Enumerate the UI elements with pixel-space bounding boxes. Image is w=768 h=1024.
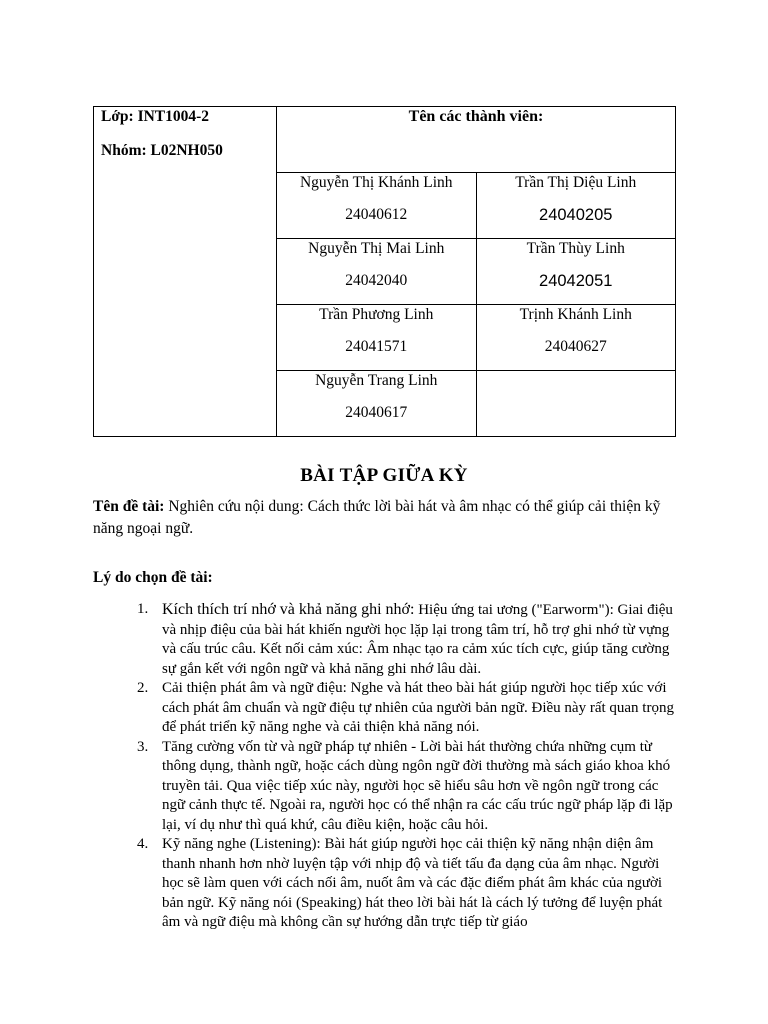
member-cell [277,239,477,305]
member-name: Nguyễn Thị Mai Linh [308,240,445,257]
members-header: Tên các thành viên: [408,108,544,125]
member-id: 24040612 [345,206,408,223]
member-cell [277,305,477,371]
member-name: Trần Thị Diệu Linh [515,174,637,191]
member-name: Nguyễn Trang Linh [315,372,438,389]
member-id: 24040205 [539,206,613,224]
class-group-cell [94,107,277,437]
member-name: Nguyễn Thị Khánh Linh [299,174,453,191]
member-id: 24042051 [539,272,613,290]
list-item [93,738,675,836]
list-item-text: Kỹ năng nghe (Listening): Bài hát giúp người học cải thiện kỹ năng nhận diện âm thanh nhanh hơn nhờ luyện tập với nhịp độ và tiết tấu đa dạng của âm nhạc. Người học sẽ làm quen với cách nối âm, nuốt âm và các đặc điểm phát âm khác của người bản ngữ. Kỹ năng nói (Speaking) hát theo lời bài hát là cách lý tưởng để luyện phát âm và ngữ điệu mà không cần sự hướng dẫn trực tiếp từ giáo [162,836,663,930]
member-cell [476,239,676,305]
reasons-heading: Lý do chọn đề tài: [93,569,213,586]
topic-paragraph [93,496,673,540]
members-header-cell [277,107,676,173]
member-name: Trần Thùy Linh [526,240,625,257]
list-item-number: 4. [137,836,149,852]
topic-label: Tên đề tài: [93,498,165,515]
member-name: Trần Phương Linh [319,306,434,323]
list-item-lead: Kích thích trí nhớ và khả năng ghi nhớ: [162,601,415,618]
reasons-list [93,600,675,933]
list-item [93,600,675,679]
empty-member-cell [476,371,676,437]
list-item-number: 1. [137,601,149,617]
list-item-text: Cải thiện phát âm và ngữ điệu: Nghe và hát theo bài hát giúp người học tiếp xúc với cách phát âm chuẩn và ngữ điệu tự nhiên của người bản ngữ. Điều này rất quan trọng để phát triển kỹ năng nghe và cải thiện khả năng nói. [162,680,674,735]
list-item-text: Hiệu ứng tai ương ("Earworm"): Giai điệu và nhịp điệu của bài hát khiến người học lặp lại trong tâm trí, hỗ trợ ghi nhớ từ vựng và cấu trúc câu. Kết nối cảm xúc: Âm nhạc tạo ra cảm xúc tích cực, giúp tăng cường sự gắn kết với ngôn ngữ và khả năng ghi nhớ lâu dài. [162,602,673,677]
list-item-number: 3. [137,738,149,755]
list-item-text: Tăng cường vốn từ và ngữ pháp tự nhiên - Lời bài hát thường chứa những cụm từ thông dụng, thành ngữ, hoặc cách dùng ngôn ngữ đời thường mà sách giáo khoa khó truyền tải. Qua việc tiếp xúc này, người học sẽ hiểu sâu hơn về ngôn ngữ trong các ngữ cảnh thực tế. Ngoài ra, người học có thể nhận ra các cấu trúc ngữ pháp lặp đi lặp lại, ví dụ như thì quá khứ, câu điều kiện, hoặc câu hỏi. [162,738,673,833]
member-cell [277,371,477,437]
member-id: 24040617 [345,404,408,421]
member-id: 24040627 [544,338,607,355]
member-cell [476,305,676,371]
member-info-table [93,106,676,437]
member-id: 24041571 [345,338,408,355]
group-label: Nhóm: L02NH050 [101,142,223,159]
page-title: BÀI TẬP GIỮA KỲ [300,465,468,486]
list-item [93,679,675,738]
list-item-number: 2. [137,680,149,696]
member-id: 24042040 [345,272,408,289]
member-cell [476,173,676,239]
class-label: Lớp: INT1004-2 [101,108,210,125]
list-item [93,835,675,933]
topic-text: Nghiên cứu nội dung: Cách thức lời bài hát và âm nhạc có thể giúp cải thiện kỹ năng ngoại ngữ. [93,498,661,537]
member-cell [277,173,477,239]
member-name: Trịnh Khánh Linh [519,306,632,323]
